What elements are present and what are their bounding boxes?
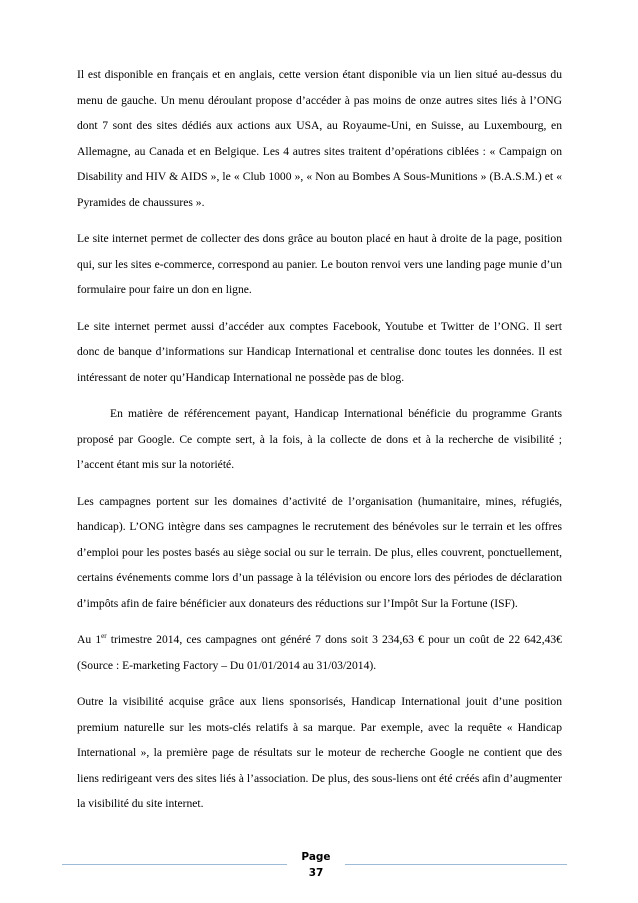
- ordinal-superscript: er: [101, 632, 107, 640]
- document-body: [77, 62, 562, 828]
- paragraph-donation-button: Le site internet permet de collecter des dons grâce au bouton placé en haut à droite de la page, position qui, sur les sites e-commerce, correspond au panier. Le bouton renvoi vers une landing page munie d’un formulaire pour faire un don en ligne.: [77, 232, 562, 296]
- footer-page-number: 37: [308, 867, 324, 879]
- paragraph-social-accounts: Le site internet permet aussi d’accéder aux comptes Facebook, Youtube et Twitter de l’ONG. Il sert donc de banque d’informations sur Handicap International et centralise donc toutes les données. Il est intéressant de noter qu’Handicap International ne possède pas de blog.: [77, 319, 562, 384]
- footer-page-label: Page: [301, 851, 331, 863]
- paragraph-site-languages: Il est disponible en français et en anglais, cette version étant disponible via un lien situé au-dessus du menu de gauche. Un menu déroulant propose d’accéder à pas moins de onze autres sites liés à l’ONG dont 7 sont des sites dédiés aux actions aux USA, au Royaume-Uni, en Suisse, au Luxembourg, en Allemagne, au Canada et en Belgique. Les 4 autres sites traitent d’opérations ciblées : « Campaign on Disability and HIV & AIDS », le « Club 1000 », « Non au Bombes A Sous-Munitions » (B.A.S.M.) et « Pyramides de chaussures ».: [77, 68, 562, 209]
- footer-rule-right: [345, 864, 567, 865]
- results-intro-text: Au 1: [77, 633, 102, 646]
- paragraph-paid-search: En matière de référencement payant, Handicap International bénéficie du programme Grants proposé par Google. Ce compte sert, à la fois, à la collecte de dons et à la recherche de visibilité ; l’accent étant mis sur la notoriété.: [77, 407, 562, 471]
- paragraph-campaigns: Les campagnes portent sur les domaines d’activité de l’organisation (humanitaire, mines, réfugiés, handicap). L’ONG intègre dans ses campagnes le recrutement des bénévoles sur le terrain et les offres d’emploi pour les postes basés au siège social ou sur le terrain. De plus, elles couvrent, ponctuellement, certains événements comme lors d’un passage à la télévision ou encore lors des périodes de déclaration d’impôts afin de faire bénéficier aux donateurs des réductions sur l’Impôt Sur la Fortune (ISF).: [77, 494, 562, 610]
- paragraph-campaign-results: [77, 627, 562, 678]
- results-body-text: trimestre 2014, ces campagnes ont généré 7 dons soit 3 234,63 € pour un coût de 22 642,43€ (Source : E-marketing Factory – Du 01/01/2014 au 31/03/2014).: [77, 633, 562, 672]
- footer-rule-left: [62, 864, 287, 865]
- paragraph-natural-visibility: Outre la visibilité acquise grâce aux liens sponsorisés, Handicap International jouit d’une position premium naturelle sur les mots-clés relatifs à sa marque. Par exemple, avec la requête « Handicap International », la première page de résultats sur le moteur de recherche Google ne contient que des liens redirigeant vers des sites liés à l’association. De plus, des sous-liens ont été créés afin d’augmenter la visibilité du site internet.: [77, 695, 562, 810]
